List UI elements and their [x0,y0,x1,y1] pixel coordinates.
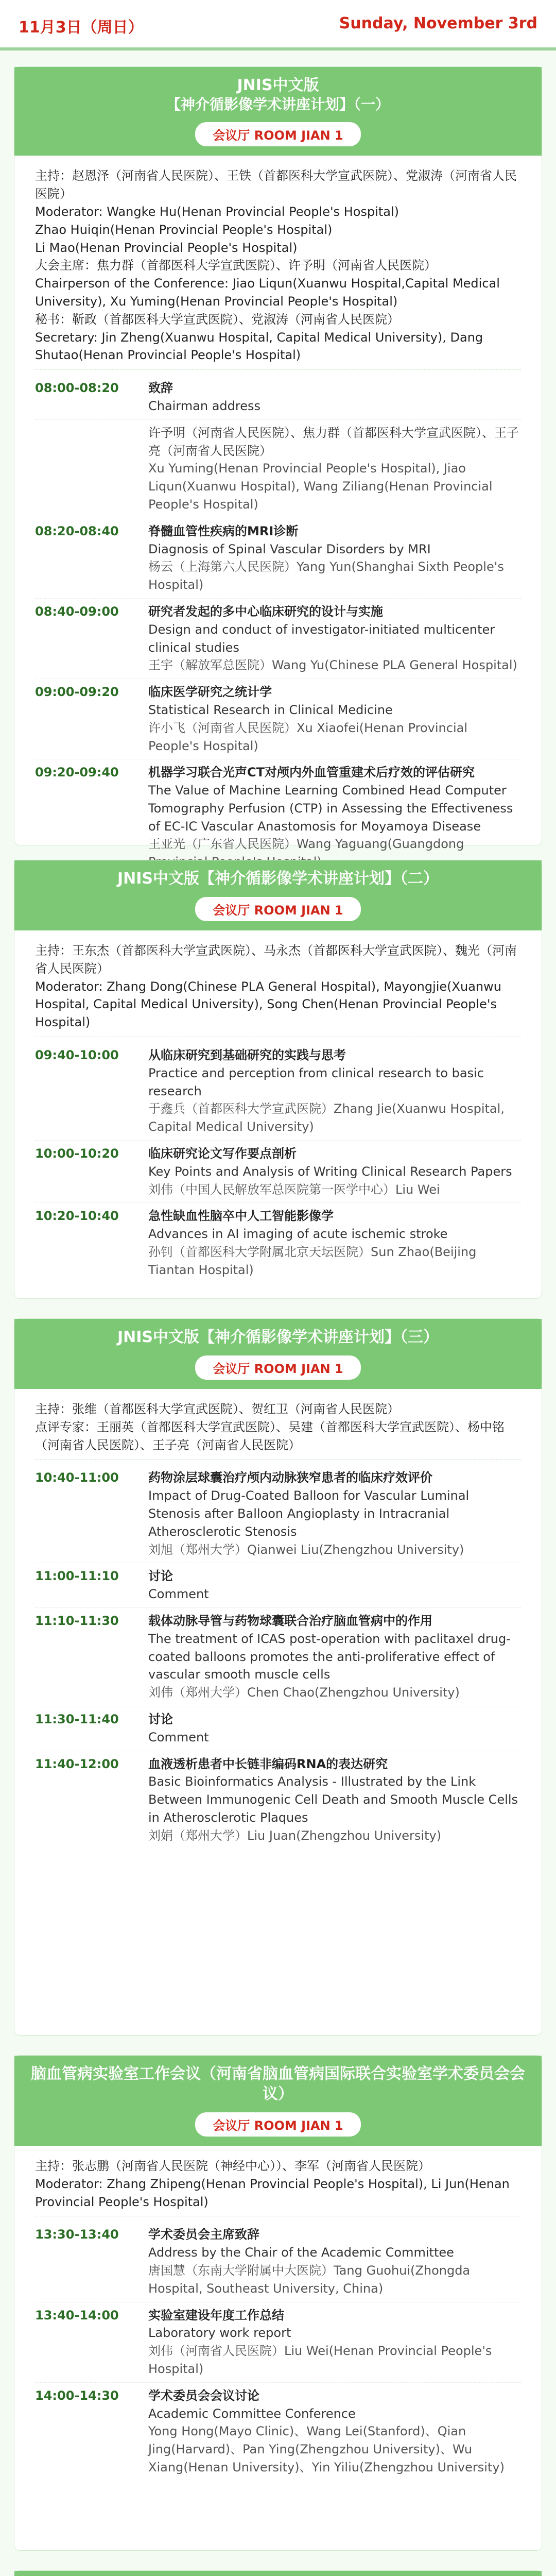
chair-line: Chairperson of the Conference: Jiao Liqun(Xuanwu Hospital,Capital Medical University), Xu Yuming(Henan Provincial People's Hospital) [35,276,500,309]
agenda-section [14,2571,542,2576]
agenda-title-en: The Value of Machine Learning Combined Head Computer Tomography Perfusion (CTP) in Assessing the Effectiveness of EC-IC Vascular Anastomosis for Moyamoya Disease [148,783,513,834]
chair-line: 主持：张志鹏（河南省人民医院（神经中心））、李军（河南省人民医院） [35,2159,430,2173]
agenda-title-zh: 讨论 [148,1711,173,1726]
agenda-speaker: 许小飞（河南省人民医院）Xu Xiaofei(Henan Provincial People's Hospital) [148,720,467,753]
chair-block [35,942,521,1037]
agenda-title-en: Practice and perception from clinical research to basic research [148,1065,484,1098]
agenda-content [148,424,521,514]
agenda-row [35,1203,521,1283]
agenda-speaker: 唐国慧（东南大学附属中大医院）Tang Guohui(Zhongda Hospital, Southeast University, China) [148,2263,471,2296]
chair-block [35,2157,521,2216]
agenda-content [148,2387,521,2477]
chair-line: Moderator: Zhang Dong(Chinese PLA General Hospital), Mayongjie(Xuanwu Hospital, Capital Medical University), Song Chen(Henan Provincial People's Hospital) [35,979,501,1030]
room-row [14,118,542,156]
agenda-content [148,1755,521,1845]
agenda-title-zh: 急性缺血性脑卒中人工智能影像学 [148,1209,334,1224]
section-banner [14,860,542,893]
agenda-title-zh: 血液透析患者中长链非编码RNA的表达研究 [148,1756,388,1771]
agenda-title-zh: 学术委员会会议讨论 [148,2388,259,2403]
agenda-title-zh: 临床医学研究之统计学 [148,685,272,700]
agenda-title-en: Comment [148,1587,209,1602]
chair-line: 秘书：靳政（首都医科大学宣武医院）、党淑涛（河南省人民医院） [35,312,399,327]
agenda-row [35,2383,521,2481]
room-badge: 会议厅 ROOM JIAN 1 [195,1355,360,1380]
chair-line: 点评专家：王丽英（首都医科大学宣武医院）、吴建（首都医科大学宣武医院）、杨中铭（河南省人民医院）、王子亮（河南省人民医院） [35,1419,505,1452]
agenda-row [35,518,521,599]
section-title: JNIS中文版 [237,76,319,94]
room-row [14,1351,542,1389]
agenda-time: 13:40-14:00 [35,2308,119,2323]
agenda-title-zh: 临床研究论文写作要点剖析 [148,1146,297,1161]
chair-line: 主持：王东杰（首都医科大学宣武医院）、马永杰（首都医科大学宣武医院）、魏光（河南省人民医院） [35,943,517,976]
room-badge: 会议厅 ROOM JIAN 1 [195,122,360,146]
agenda-row [35,2222,521,2302]
day-date-en: Sunday, November 3rd [339,14,537,32]
agenda-time: 11:00-11:10 [35,1569,119,1584]
agenda-content [148,1710,521,1747]
agenda-title-en: Statistical Research in Clinical Medicine [148,702,393,717]
agenda-section [14,2056,542,2550]
section-banner [14,2571,542,2576]
agenda-title-en: Basic Bioinformatics Analysis - Illustrated by the Link Between Immunogenic Cell Death and Smooth Muscle Cells in Atherosclerotic Plaques [148,1774,518,1825]
agenda-row [35,1608,521,1706]
agenda-speaker: 刘伟（郑州大学）Chen Chao(Zhengzhou University) [148,1685,460,1700]
agenda-row [35,1706,521,1751]
chair-line: Moderator: Wangke Hu(Henan Provincial People's Hospital) [35,204,399,219]
agenda-title-en: Address by the Chair of the Academic Committee [148,2245,454,2260]
chair-line: 大会主席：焦力群（首都医科大学宣武医院）、许予明（河南省人民医院） [35,258,437,273]
agenda-time: 13:30-13:40 [35,2227,119,2242]
agenda-content [148,1145,521,1198]
agenda-speaker: 刘娟（郑州大学）Liu Juan(Zhengzhou University) [148,1828,442,1843]
agenda-title-en: Design and conduct of investigator-initiated multicenter clinical studies [148,622,495,655]
day-header [0,0,556,50]
agenda-time: 08:20-08:40 [35,523,119,538]
agenda-time: 08:40-09:00 [35,604,119,619]
section-banner [14,1319,542,1351]
chair-line: Moderator: Zhang Zhipeng(Henan Provincial People's Hospital), Li Jun(Henan Provincial People's Hospital) [35,2176,510,2209]
agenda-content [148,522,521,594]
agenda-section [14,1319,542,2035]
agenda-section [14,67,542,852]
chair-block [35,1400,521,1460]
agenda-time: 14:00-14:30 [35,2388,119,2403]
agenda-title-zh: 实验室建设年度工作总结 [148,2308,284,2323]
agenda-row [35,1751,521,1849]
chair-block [35,167,521,370]
agenda-row [35,1042,521,1141]
agenda-speaker: 刘伟（河南省人民医院）Liu Wei(Henan Provincial People's Hospital) [148,2344,492,2376]
agenda-row [35,2302,521,2383]
agenda-content [148,2307,521,2378]
agenda-row [35,420,521,518]
agenda-title-en: Chairman address [148,398,261,413]
room-badge: 会议厅 ROOM JIAN 1 [195,2112,360,2137]
chair-line: Secretary: Jin Zheng(Xuanwu Hospital, Capital Medical University), Dang Shutao(Henan Provincial People's Hospital) [35,330,483,363]
chair-line: 主持：赵恩泽（河南省人民医院）、王铁（首都医科大学宣武医院）、党淑涛（河南省人民医院） [35,168,517,201]
day-date-zh: 11月3日（周日） [19,19,144,37]
agenda-time: 09:20-09:40 [35,765,119,780]
agenda-title-zh: 机器学习联合光声CT对颅内外血管重建术后疗效的评估研究 [148,765,475,780]
agenda-row [35,375,521,420]
agenda-time: 11:30-11:40 [35,1711,119,1726]
agenda-title-en: Laboratory work report [148,2326,291,2341]
agenda-content [148,1612,521,1702]
chair-line: Zhao Huiqin(Henan Provincial People's Hospital) [35,222,333,237]
section-title: JNIS中文版【神介循影像学术讲座计划】（二） [117,870,439,888]
agenda-time: 09:40-10:00 [35,1047,119,1062]
agenda-speaker: 孙钊（首都医科大学附属北京天坛医院）Sun Zhao(Beijing Tiantan Hospital) [148,1244,477,1277]
agenda-title-en: Diagnosis of Spinal Vascular Disorders by MRI [148,541,431,556]
agenda-title-zh: 药物涂层球囊治疗颅内动脉狭窄患者的临床疗效评价 [148,1470,432,1485]
room-row [14,2108,542,2146]
agenda-content [148,379,521,415]
agenda-time: 10:00-10:20 [35,1146,119,1161]
agenda-content [148,603,521,674]
agenda-title-zh: 脊髓血管性疾病的MRI诊断 [148,523,299,538]
agenda-title-en: Advances in AI imaging of acute ischemic stroke [148,1227,448,1242]
agenda-row [35,1563,521,1608]
agenda-row [35,759,521,875]
agenda-content [148,1469,521,1558]
agenda-time: 11:10-11:30 [35,1613,119,1628]
agenda-content [148,764,521,871]
section-title: 脑血管病实验室工作会议（河南省脑血管病国际联合实验室学术委员会会议） [31,2065,525,2103]
section-body [14,156,542,891]
section-banner [14,2056,542,2108]
section-body [14,1389,542,1865]
agenda-time [35,424,148,514]
agenda-title-zh: 载体动脉导管与药物球囊联合治疗脑血管病中的作用 [148,1613,432,1628]
room-row [14,893,542,930]
agenda-row [35,679,521,759]
agenda-title-zh: 从临床研究到基础研究的实践与思考 [148,1047,346,1062]
agenda-content [148,683,521,755]
agenda-title-en: Impact of Drug-Coated Balloon for Vascular Luminal Stenosis after Balloon Angioplasty in Intracranial Atherosclerotic Stenosis [148,1488,470,1539]
agenda-title-en: The treatment of ICAS post-operation with paclitaxel drug-coated balloons promotes the anti-proliferative effect of vascular smooth muscle cells [148,1631,511,1682]
agenda-speaker: Xu Yuming(Henan Provincial People's Hospital), Jiao Liqun(Xuanwu Hospital), Wang Ziliang(Henan Provincial People's Hospital) [148,461,493,512]
agenda-title-zh: 研究者发起的多中心临床研究的设计与实施 [148,604,383,619]
agenda-title-zh: 致辞 [148,381,173,396]
chair-line: 主持：张维（首都医科大学宣武医院）、贺红卫（河南省人民医院） [35,1402,399,1416]
agenda-title-en: Academic Committee Conference [148,2406,356,2421]
agenda-title-zh: 讨论 [148,1569,173,1584]
agenda-time: 10:40-11:00 [35,1470,119,1485]
agenda-speaker: 于鑫兵（首都医科大学宣武医院）Zhang Jie(Xuanwu Hospital, Capital Medical University) [148,1101,505,1134]
section-banner [14,67,542,118]
agenda-time: 09:00-09:20 [35,685,119,700]
agenda-title-en: Key Points and Analysis of Writing Clinical Research Papers [148,1164,512,1179]
room-badge: 会议厅 ROOM JIAN 1 [195,897,360,921]
agenda-speaker: 刘伟（中国人民解放军总医院第一医学中心）Liu Wei [148,1182,440,1197]
agenda-section [14,860,542,1298]
section-body [14,2146,542,2496]
agenda-time: 08:00-08:20 [35,381,119,396]
agenda-time: 11:40-12:00 [35,1756,119,1771]
agenda-speaker: 杨云（上海第六人民医院）Yang Yun(Shanghai Sixth People's Hospital) [148,560,504,592]
agenda-speaker: 王亚光（广东省人民医院）Wang Yaguang(Guangdong [148,837,464,852]
chair-line: Li Mao(Henan Provincial People's Hospital) [35,240,298,255]
agenda-time: 10:20-10:40 [35,1209,119,1224]
agenda-content [148,1207,521,1279]
agenda-speaker: 刘旭（郑州大学）Qianwei Liu(Zhengzhou University) [148,1542,464,1557]
section-body [14,930,542,1299]
section-subtitle: 【神介循影像学术讲座计划】（一） [166,96,390,113]
agenda-row [35,599,521,679]
agenda-title-zh: 学术委员会主席致辞 [148,2227,259,2242]
agenda-row [35,1141,521,1203]
agenda-title-en: 许予明（河南省人民医院）、焦力群（首都医科大学宣武医院）、王子亮（河南省人民医院） [148,425,519,458]
agenda-content [148,1046,521,1136]
agenda-speaker: Yong Hong(Mayo Clinic)、Wang Lei(Stanford)、Qian Jing(Harvard)、Pan Ying(Zhengzhou University)、Wu Xiang(Henan University)、Yin Yiliu(Zhengzhou University) [148,2424,505,2475]
agenda-title-en: Comment [148,1730,209,1744]
section-title: JNIS中文版【神介循影像学术讲座计划】（三） [117,1328,439,1346]
agenda-speaker: 王宇（解放军总医院）Wang Yu(Chinese PLA General Hospital) [148,658,517,673]
agenda-content [148,2226,521,2297]
agenda-row [35,1465,521,1563]
agenda-content [148,1567,521,1603]
